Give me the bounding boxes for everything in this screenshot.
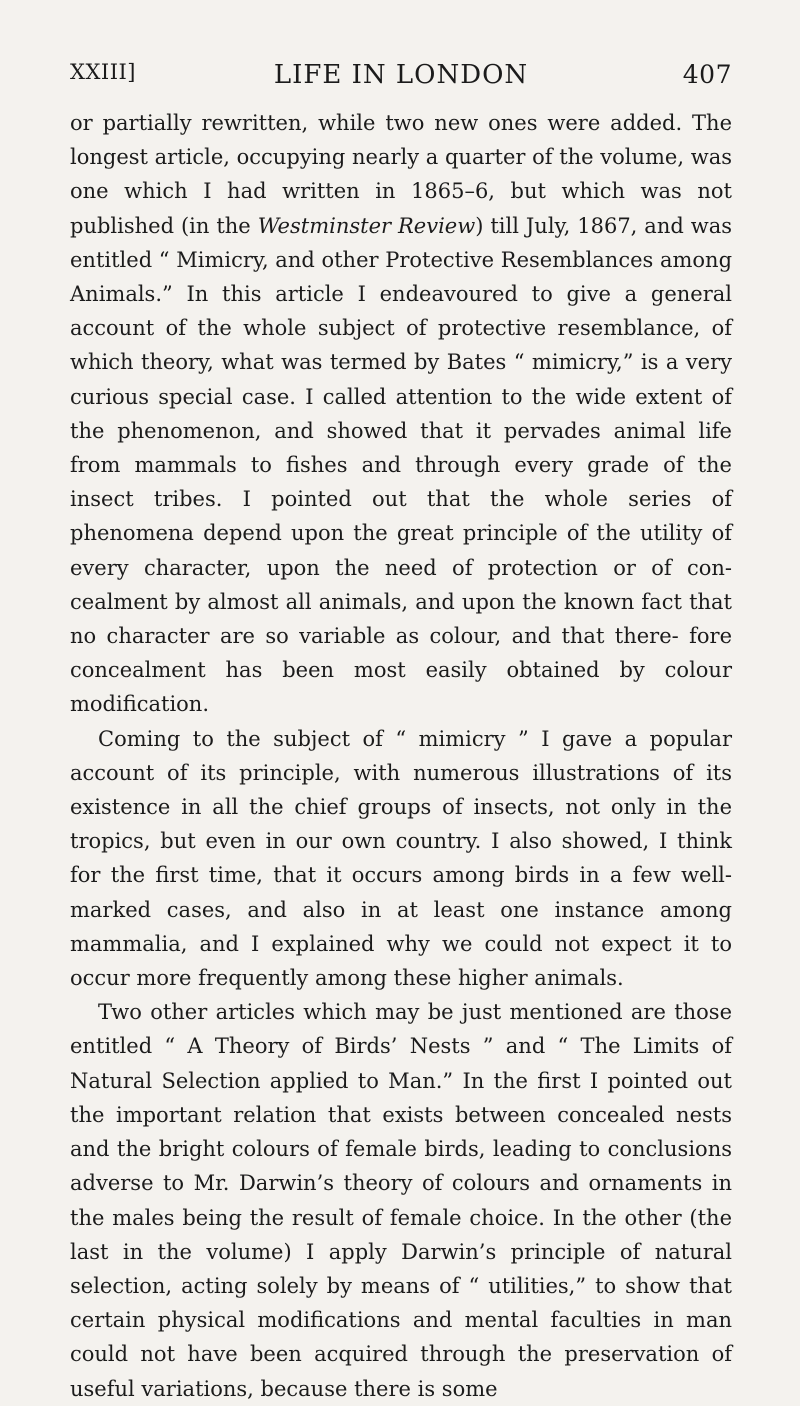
page-number: 407 — [682, 60, 732, 89]
paragraph-3: Two other articles which may be just mentioned are those entitled “ A Theory of Birds’ Nests ” and “ The Limits of Natural Selection applied to Man.” In the first I pointed out the important relation that exists between concealed nests and the bright colours of female birds, leading to conclusions adverse to Mr. Darwin’s theory of colours and ornaments in the males being the result of female choice. In the other (the last in the volume) I apply Darwin’s principle of natural selection, acting solely by means of “ utilities,” to show that certain physical modifications and mental faculties in man could not have been acquired through the preservation of useful variations, because there is some — [70, 1000, 732, 1401]
chapter-number: XXIII] — [70, 60, 136, 84]
paragraph-1-text-b: ) till July, 1867, and was entitled “ Mimicry, and other Protective Resemblances among Animals.” In this article I endeavoured to give a general account of the whole subject of protective resemblance, of which theory, what was termed by Bates “ mimicry,” is a very curious special case. I called attention to the wide extent of the phenomenon, and showed that it pervades animal life from mammals to fishes and through every grade of the insect tribes. I pointed out that the whole series of phenomena depend upon the great principle of the utility of every character, upon the need of protection or of con- cealment by almost all animals, and upon the known fact that no character are so variable as colour, and that there- fore concealment has been most easily obtained by colour modification. — [70, 213, 733, 717]
paragraph-2: Coming to the subject of “ mimicry ” I gave a popular account of its principle, with numerous illustrations of its existence in all the chief groups of insects, not only in the tropics, but even in our own country. I also showed, I think for the first time, that it occurs among birds in a few well- marked cases, and also in at least one instance among mammalia, and I explained why we could not expect it to occur more frequently among these higher animals. — [70, 726, 732, 991]
running-header — [70, 60, 732, 100]
running-title: LIFE IN LONDON — [273, 60, 529, 90]
paragraph-1-text-a: or partially rewritten, while two new ones were added. The longest article, occupying nearly a quarter of the volume, was one which I had written in 1865–6, but which was not published (in the — [70, 111, 732, 238]
paragraph-1 — [70, 106, 732, 722]
body-text — [70, 106, 732, 1406]
journal-title: Westminster Review — [257, 213, 476, 238]
